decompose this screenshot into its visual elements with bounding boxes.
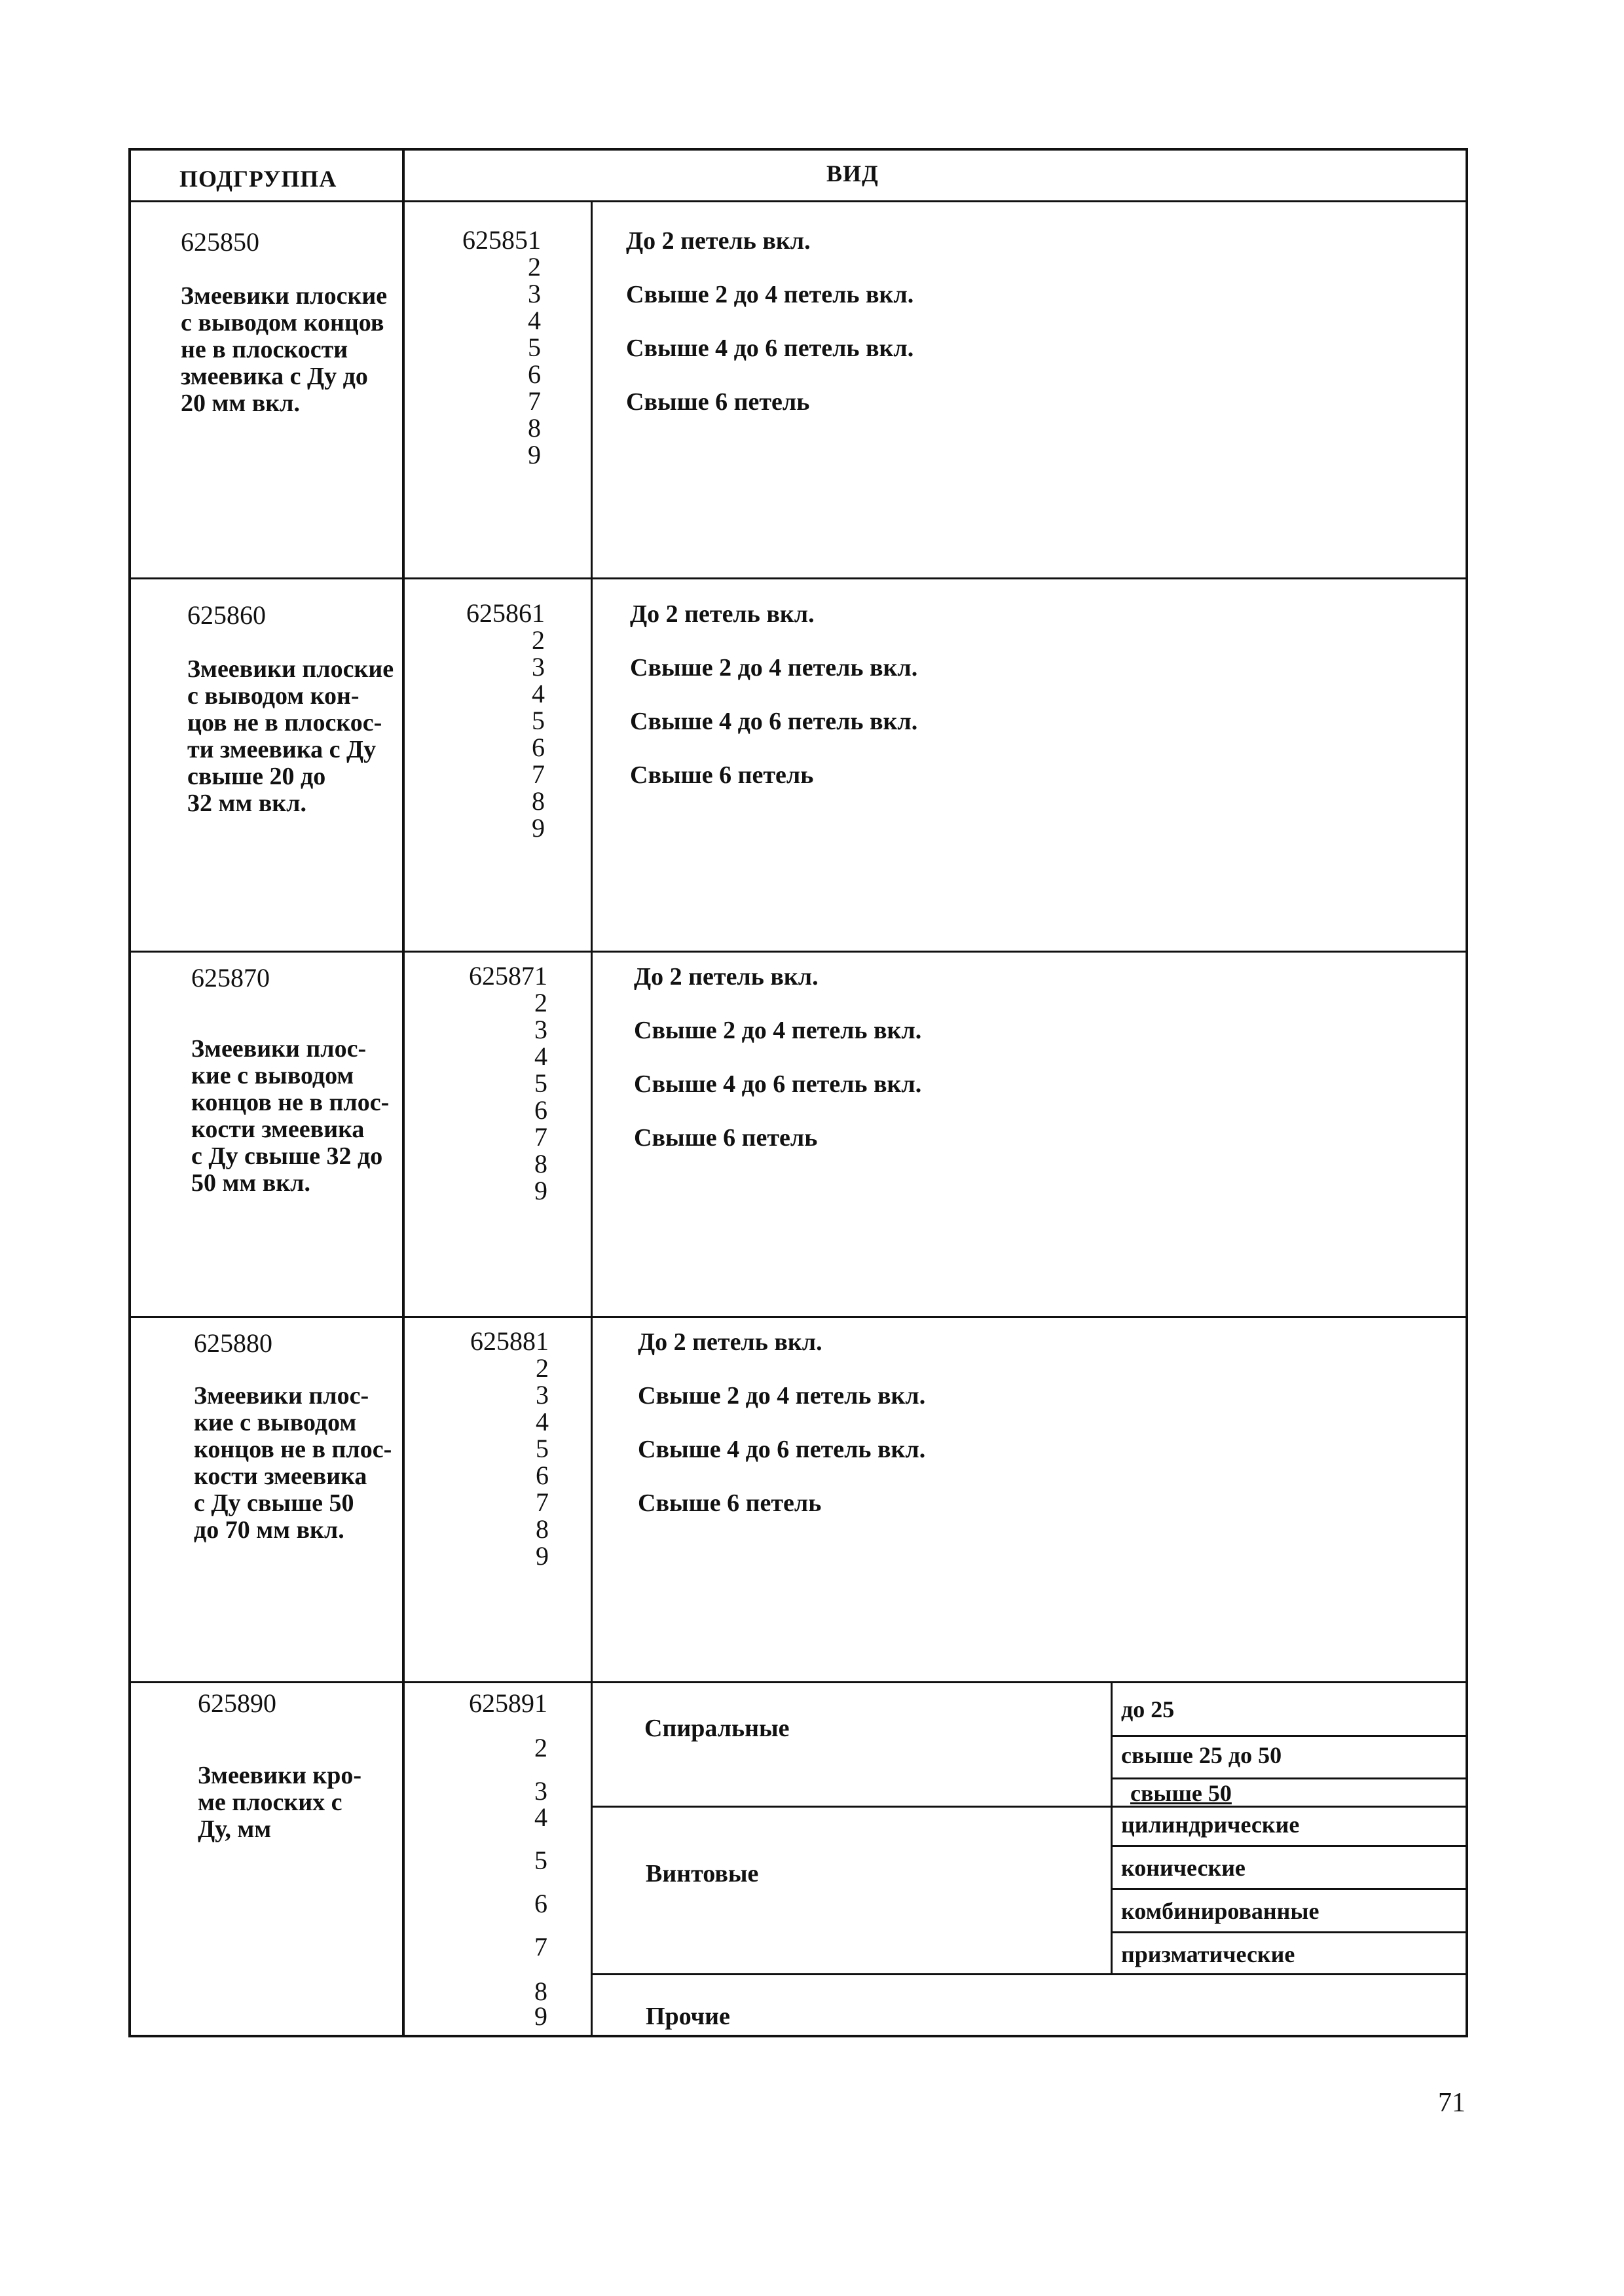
kind-number: 4 (534, 1802, 547, 1832)
page-number: 71 (1438, 2088, 1466, 2118)
subgroup-description: Змеевики кро- ме плоских с Ду, мм (198, 1762, 362, 1843)
kind-number: 8 (534, 1977, 547, 2006)
kind-number: 7 (534, 1932, 547, 1961)
kind-number: 3 (534, 1776, 547, 1806)
table-border-right (1466, 148, 1468, 2037)
kind-label: До 2 петель вкл. (634, 963, 819, 991)
group-separator (128, 1316, 1468, 1318)
subgroup-description: Змеевики плос- кие с выводом концов не в плос- кости змеевика с Ду свыше 50 до 70 мм вкл. (194, 1382, 392, 1544)
table-border-bottom (128, 2035, 1468, 2037)
spiral-size: свыше 25 до 50 (1121, 1742, 1282, 1768)
table-border-top (128, 148, 1468, 151)
kind-label: Свыше 2 до 4 петель вкл. (626, 281, 914, 308)
subgroup-code: 625890 (198, 1688, 276, 1718)
subgroup-description: Змеевики плоские с выводом концов не в плоскости змеевика с Ду до 20 мм вкл. (181, 282, 388, 417)
kind-number: 2 (534, 1733, 547, 1762)
kind-number: 6 (534, 1889, 547, 1918)
column-divider-number (591, 200, 593, 2037)
subgroup-code: 625880 (194, 1328, 272, 1358)
group-separator (128, 577, 1468, 579)
header-subgroup: ПОДГРУППА (179, 166, 337, 192)
table-border-left (128, 148, 131, 2037)
kind-label: Свыше 6 петель (634, 1124, 818, 1152)
kind-numbers: 625861 2 3 4 5 6 7 8 9 (466, 598, 545, 843)
kind-label: Свыше 6 петель (638, 1489, 822, 1517)
kind-label: Свыше 4 до 6 петель вкл. (634, 1070, 922, 1098)
kind-label: До 2 петель вкл. (626, 227, 811, 255)
type-row-divider (1111, 1931, 1468, 1933)
kind-number: 625891 (469, 1688, 547, 1718)
kind-numbers: 625851 2 3 4 5 6 7 8 9 (462, 225, 541, 469)
kind-label: Свыше 4 до 6 петель вкл. (626, 335, 914, 362)
kind-label: Свыше 2 до 4 петель вкл. (634, 1017, 922, 1044)
column-divider-subgroup (402, 148, 405, 2037)
category-screw: Винтовые (646, 1860, 759, 1887)
header-kind: ВИД (826, 160, 879, 187)
kind-label: Свыше 6 петель (626, 388, 810, 416)
kind-label: Свыше 4 до 6 петель вкл. (630, 708, 918, 735)
header-divider (128, 200, 1468, 202)
kind-label: Свыше 2 до 4 петель вкл. (638, 1382, 926, 1410)
group-separator (128, 951, 1468, 953)
subgroup-description: Змеевики плос- кие с выводом концов не в плос- кости змеевика с Ду свыше 32 до 50 мм вкл. (191, 1035, 390, 1197)
screw-type: комбинированные (1121, 1898, 1320, 1924)
type-row-divider (1111, 1888, 1468, 1890)
size-row-divider (1111, 1735, 1468, 1737)
subgroup-code: 625860 (187, 600, 266, 630)
category-divider (591, 1806, 1468, 1808)
spiral-size: свыше 50 (1130, 1780, 1232, 1806)
kind-label: До 2 петель вкл. (630, 600, 815, 628)
category-other: Прочие (646, 2003, 730, 2030)
group-separator (128, 1681, 1468, 1683)
screw-type: конические (1121, 1855, 1246, 1881)
type-row-divider (1111, 1845, 1468, 1847)
kind-number: 5 (534, 1846, 547, 1875)
kind-label: Свыше 4 до 6 петель вкл. (638, 1436, 926, 1463)
category-spiral: Спиральные (644, 1715, 790, 1742)
screw-type: призматические (1121, 1941, 1295, 1967)
subgroup-description: Змеевики плоские с выводом кон- цов не в плоскос- ти змеевика с Ду свыше 20 до 32 мм вкл. (187, 655, 394, 817)
kind-numbers: 625871 2 3 4 5 6 7 8 9 (469, 961, 547, 1205)
kind-label: До 2 петель вкл. (638, 1328, 822, 1356)
screw-type: цилиндрические (1121, 1812, 1300, 1838)
kind-numbers: 625881 2 3 4 5 6 7 8 9 (470, 1326, 549, 1571)
category-divider (591, 1973, 1468, 1975)
spiral-size: до 25 (1121, 1696, 1175, 1722)
kind-label: Свыше 6 петель (630, 761, 814, 789)
subgroup-code: 625870 (191, 963, 270, 993)
kind-label: Свыше 2 до 4 петель вкл. (630, 654, 918, 682)
subgroup-code: 625850 (181, 227, 259, 257)
kind-number: 9 (534, 2001, 547, 2031)
